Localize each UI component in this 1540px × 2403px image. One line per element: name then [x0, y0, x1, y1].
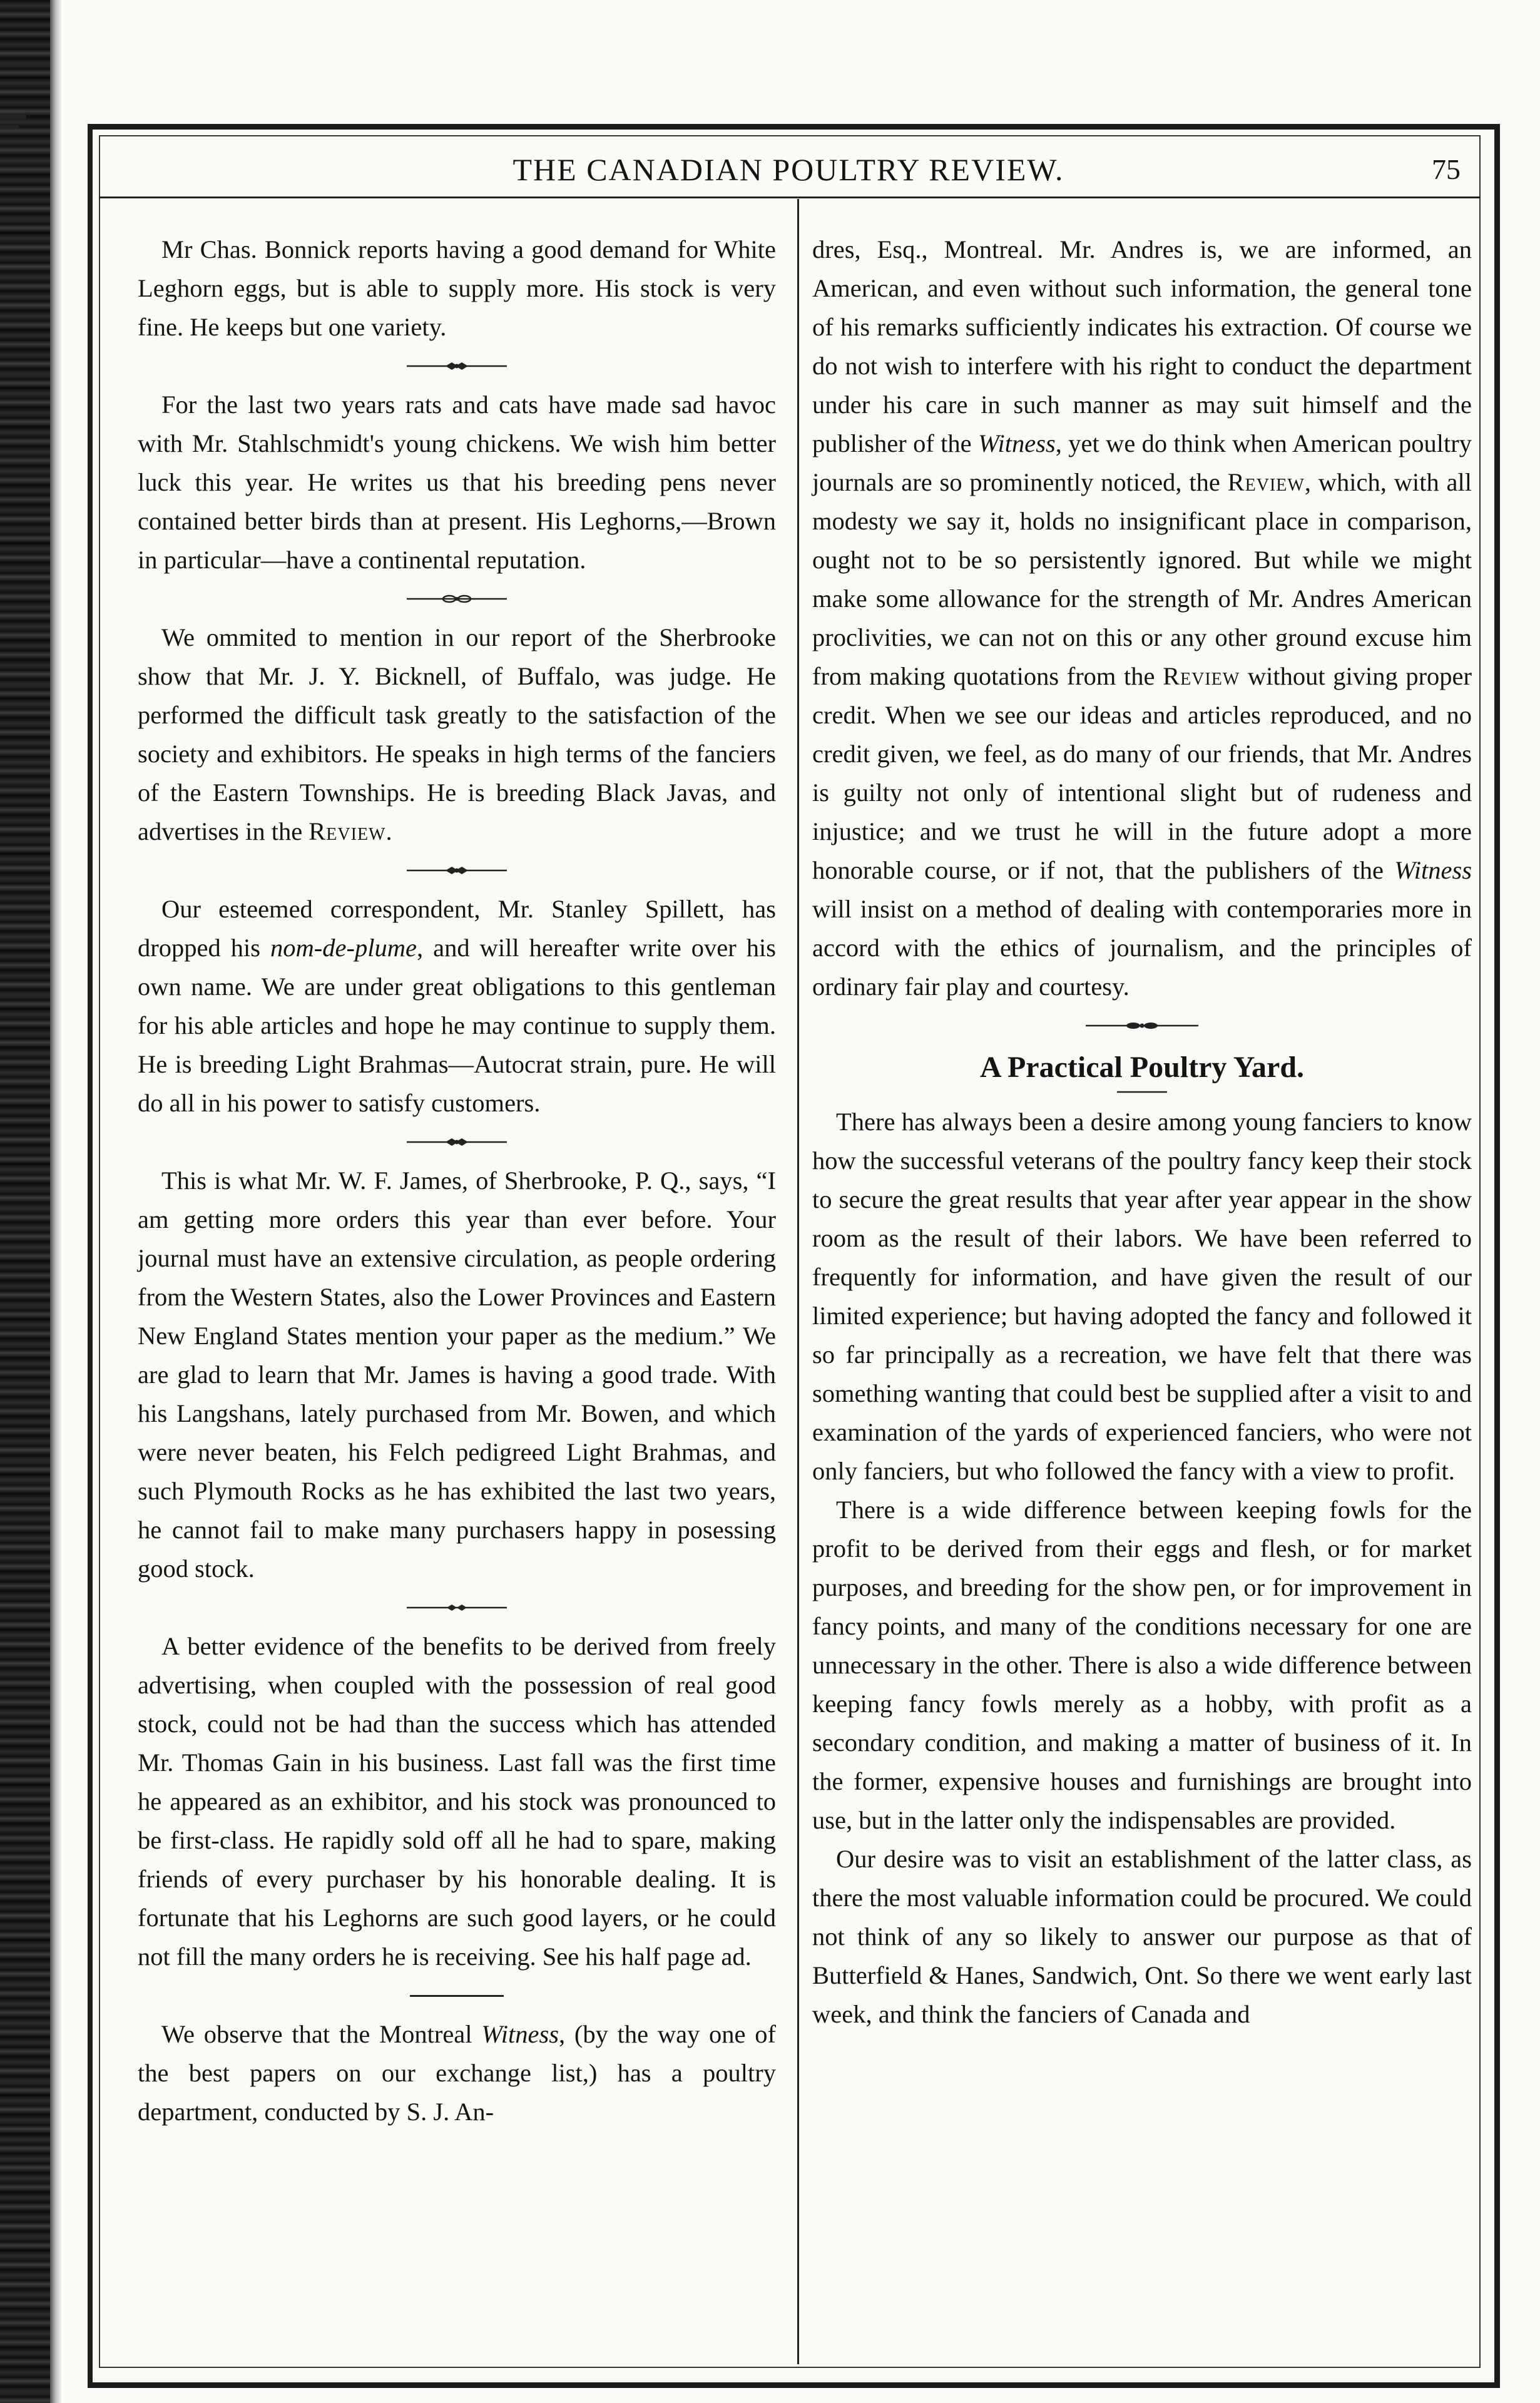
- paragraph: A better evidence of the benefits to be derived from freely advertising, when coupled with the possession of real good stock, could not be had than the success which has attended Mr. Thomas Gain in his business. Last fall was the first time he appeared as an exhibitor, and his stock was pronounced to be first-class. He rapidly sold off all he had to spare, making friends of every purchaser by his honorable dealing. It is fortunate that his Leghorns are such good layers, or he could not fill the many orders he is receiving. See his half page ad.: [138, 1632, 776, 1971]
- heading-underline: [812, 1088, 1472, 1096]
- paragraph-text: will insist on a method of dealing with contemporaries more in accord with the ethics of journalism, and the principles of ordinary fair play and courtesy.: [812, 895, 1472, 1001]
- paragraph: There is a wide difference between keeping fowls for the profit to be derived from their eggs and flesh, or for market purposes, and breeding for the show pen, or for improvement in fancy points, and many of the conditions necessary for one are unnecessary in the other. There is also a wide difference between keeping fancy fowls merely as a hobby, with profit as a secondary condition, and making a matter of business of it. In the former, expensive houses and furnishings are brought into use, but in the latter only the indispensables are provided.: [812, 1496, 1472, 1834]
- ornament-separator: [812, 1006, 1472, 1045]
- page-header: [99, 145, 1478, 195]
- separator-rule: [138, 1976, 776, 2015]
- margin-mark: [0, 114, 26, 119]
- italic-term: Witness: [481, 2020, 559, 2048]
- binding-strip: [0, 0, 50, 2403]
- margin-mark: [0, 125, 19, 129]
- ornament-separator: [138, 347, 776, 385]
- paragraph-text: dres, Esq., Montreal. Mr. Andres is, we are informed, an American, and even without such information, the general tone of his remarks sufficiently indicates his extraction. Of course we do not wish to interfere with his right to conduct the department under his care in such manner as may suit himself and the publisher of the: [812, 235, 1472, 457]
- paragraph-text: .: [385, 817, 392, 845]
- paragraph: This is what Mr. W. F. James, of Sherbrooke, P. Q., says, “I am getting more orders this year than ever before. Your journal must have an extensive circulation, as people ordering from the Western States, also the Lower Provinces and Eastern New England States mention your paper as the medium.” We are glad to learn that Mr. James is having a good trade. With his Langshans, lately purchased from Mr. Bowen, and which were never beaten, his Felch pedigreed Light Brahmas, and such Plymouth Rocks as he has exhibited the last two years, he cannot fail to make many purchasers happy in posessing good stock.: [138, 1166, 776, 1583]
- paragraph-text: We ommited to mention in our report of the Sherbrooke show that Mr. J. Y. Bicknell, of Buffalo, was judge. He performed the difficult task greatly to the satisfaction of the society and exhibitors. He speaks in high terms of the fanciers of the Eastern Townships. He is breeding Black Javas, and advertises in the: [138, 623, 776, 845]
- paragraph-text: , and will hereafter write over his own name. We are under great obligations to this gentleman for his able articles and hope he may continue to supply them. He is breeding Light Brahmas—Autocrat strain, pure. He will do all in his power to satisfy customers.: [138, 934, 776, 1117]
- italic-term: Witness: [978, 429, 1056, 457]
- paragraph-text: without giving proper credit. When we see our ideas and articles reproduced, and no credit given, we feel, as do many of our friends, that Mr. Andres is guilty not only of intentional slight but of rudeness and injustice; and we trust he will in the future adopt a more honorable course, or if not, that the publishers of the: [812, 662, 1472, 884]
- paragraph-text: , (by the way one of the best papers on our exchange list,) has a poultry department, conducted by S. J. An-: [138, 2020, 777, 2126]
- paragraph-text: Our esteemed correspondent, Mr. Stanley Spillett, has dropped his: [138, 895, 776, 962]
- paragraph: [138, 618, 776, 851]
- italic-term: Witness: [1394, 856, 1472, 884]
- page-number: 75: [1432, 153, 1461, 185]
- italic-term: nom-de-plume: [270, 934, 417, 962]
- binding-edge: [50, 0, 61, 2403]
- header-rule: [99, 196, 1481, 198]
- paragraph: For the last two years rats and cats have made sad havoc with Mr. Stahlschmidt's young chickens. We wish him better luck this year. He writes us that his breeding pens never contained better birds than at present. His Leghorns,—Brown in particular—have a continental reputation.: [138, 390, 776, 574]
- running-title: THE CANADIAN POULTRY REVIEW.: [512, 152, 1064, 187]
- review-name: Review: [1163, 662, 1240, 690]
- paragraph-text: , which, with all modesty we say it, holds no insignificant place in comparison, ought not to be so persistently ignored. But while we might make some allowance for the strength of Mr. Andres American proclivities, we can not on this or any other ground excuse him from making quotations from the: [812, 468, 1472, 690]
- paragraph: [138, 2015, 776, 2131]
- ornament-separator: [138, 851, 776, 890]
- review-name: Review: [309, 817, 386, 845]
- paragraph: [812, 230, 1472, 1006]
- ornament-separator: [138, 1588, 776, 1627]
- right-column: [812, 230, 1472, 2034]
- column-rule: [797, 199, 799, 2364]
- paragraph: Our desire was to visit an establishment of the latter class, as there the most valuable information could be procured. We could not think of any so likely to answer our purpose as that of Butterfield & Hanes, Sandwich, Ont. So there we went early last week, and think the fanciers of Canada and: [812, 1845, 1472, 2028]
- article-heading: A Practical Poultry Yard.: [979, 1051, 1305, 1084]
- paragraph: Mr Chas. Bonnick reports having a good demand for White Leghorn eggs, but is able to supply more. His stock is very fine. He keeps but one variety.: [138, 235, 776, 341]
- paragraph: [138, 890, 776, 1123]
- ornament-separator: [138, 579, 776, 618]
- paragraph-text: We observe that the Montreal: [161, 2020, 472, 2048]
- left-column: [138, 230, 776, 2131]
- paragraph: There has always been a desire among young fanciers to know how the successful veterans of the poultry fancy keep their stock to secure the great results that year after year appear in the show room as the result of their labors. We have been referred to frequently for information, and have given the result of our limited experience; but having adopted the fancy and followed it so far principally as a recreation, we have felt that there was something wanting that could best be supplied after a visit to and examination of the yards of experienced fanciers, who were not only fanciers, but who followed the fancy with a view to profit.: [812, 1108, 1472, 1485]
- ornament-separator: [138, 1123, 776, 1161]
- paragraph-text: , yet we do think when American poultry journals are so prominently noticed, the: [812, 429, 1472, 496]
- review-name: Review: [1227, 468, 1305, 496]
